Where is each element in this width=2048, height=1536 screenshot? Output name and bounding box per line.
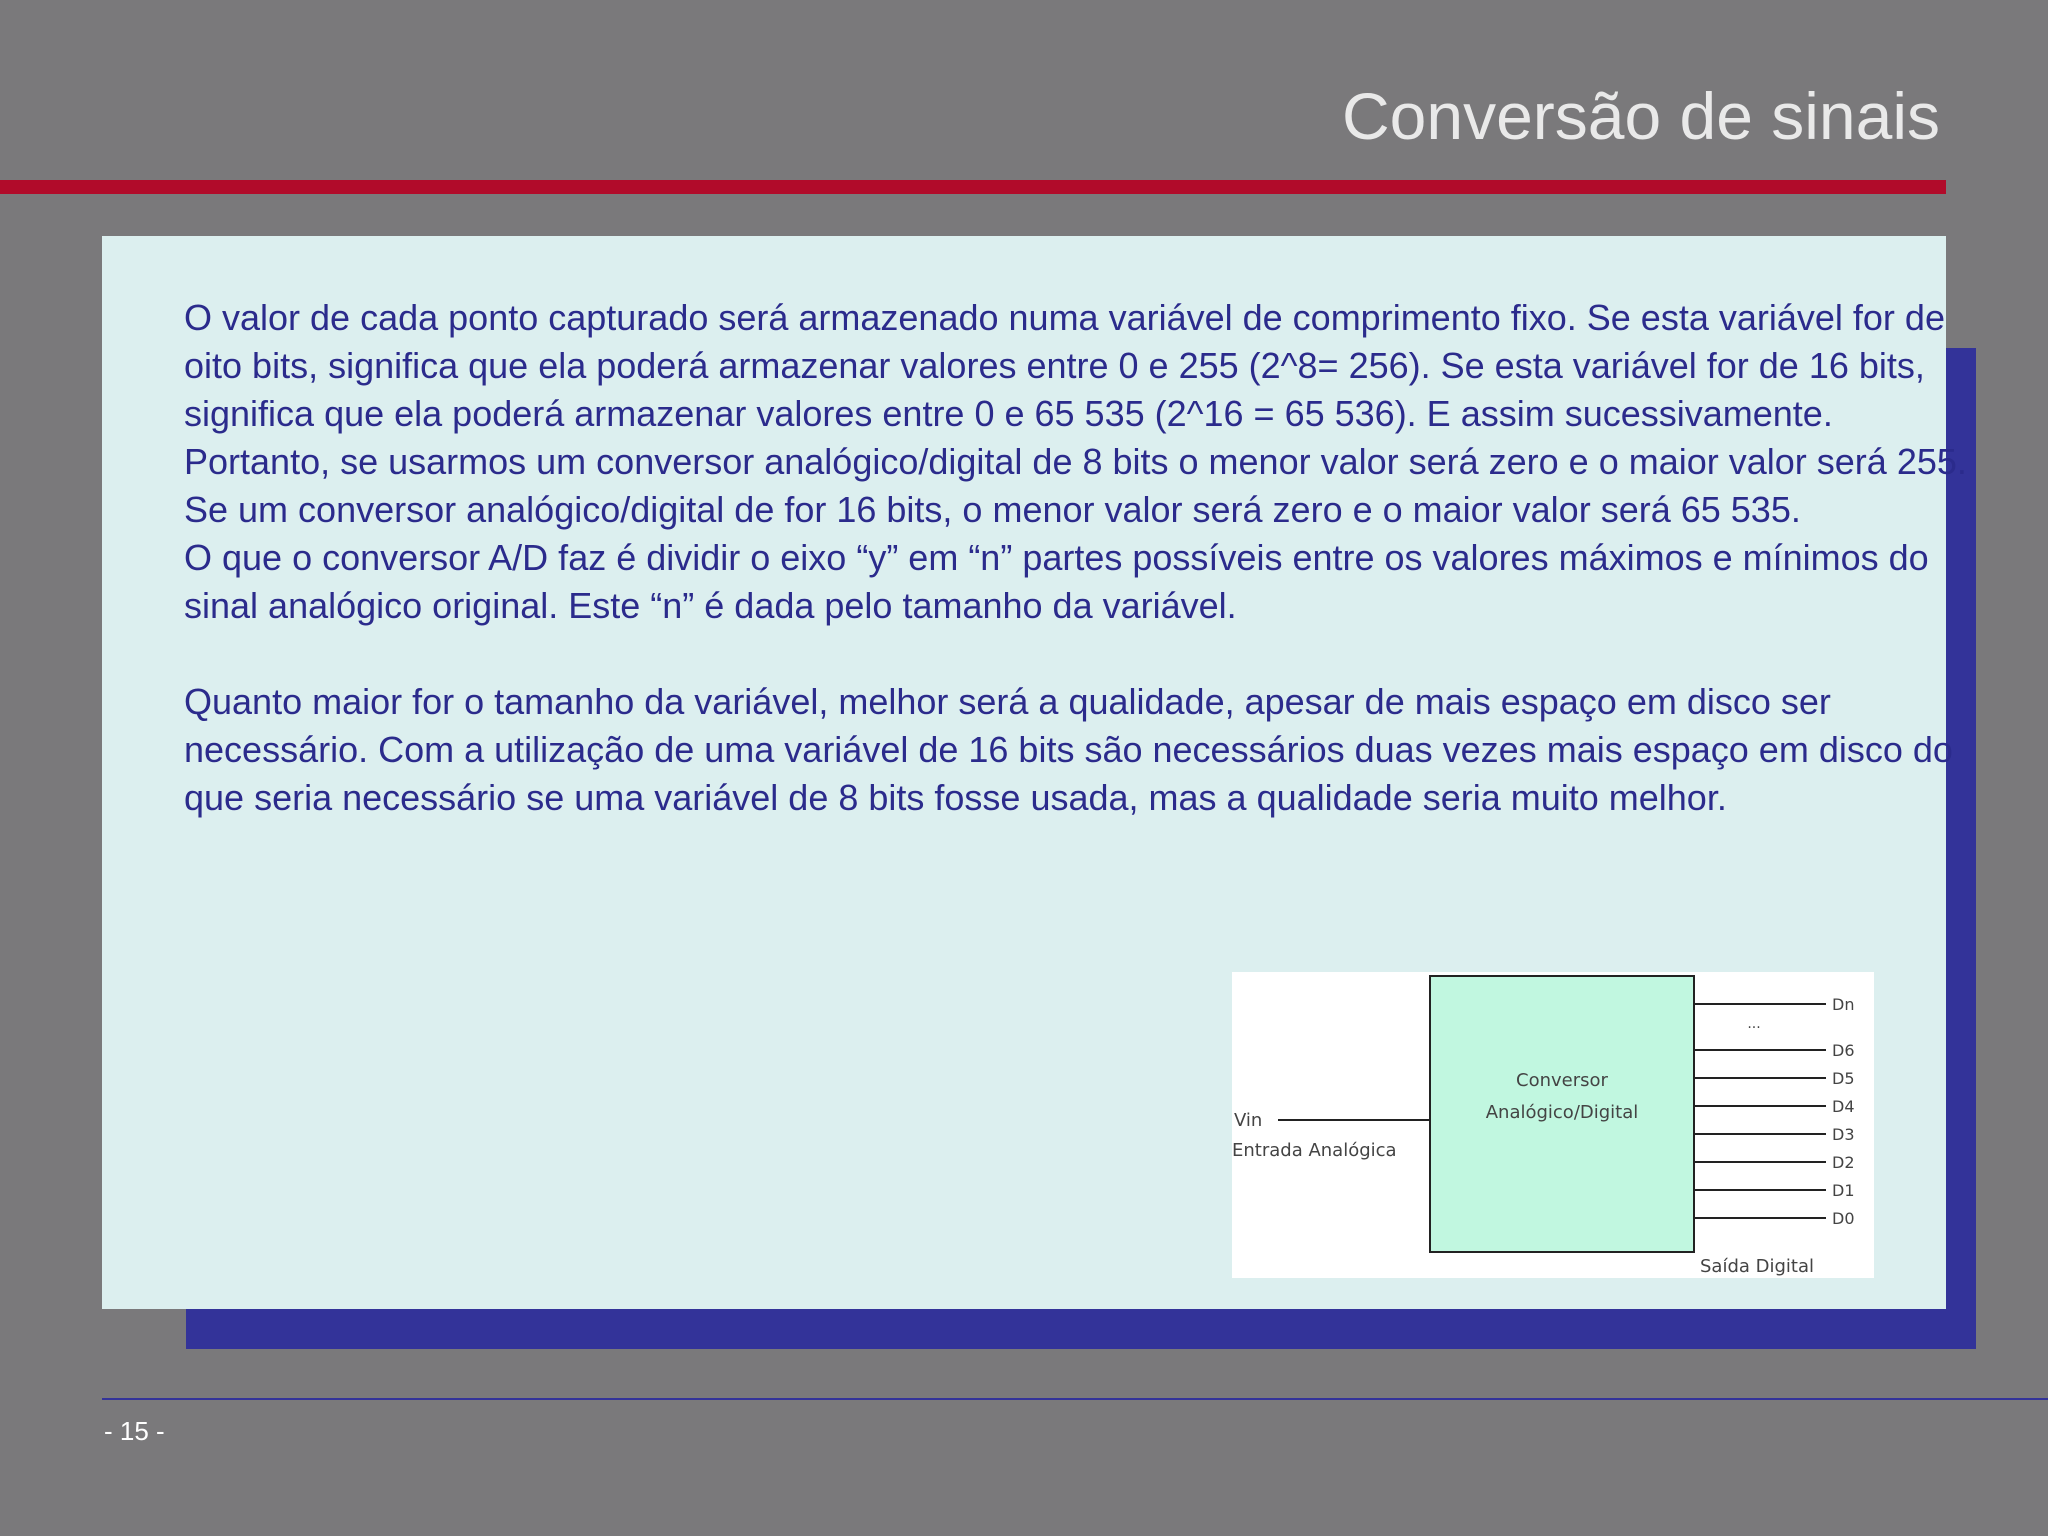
paragraph-ad-division: O que o conversor A/D faz é dividir o eixo “y” em “n” partes possíveis entre os valores máximos e mínimos do sinal analógico original. Este “n” é dada pelo tamanho da variável. — [184, 537, 1929, 626]
content-panel — [102, 236, 1967, 1309]
body-text — [184, 294, 1984, 822]
paragraph-range: Portanto, se usarmos um conversor analógico/digital de 8 bits o menor valor será zero e o maior valor será 255. Se um conversor analógico/digital de for 16 bits, o menor valor será zero e o maior valor será 65 535. — [184, 441, 1967, 530]
footer-rule — [102, 1398, 2048, 1400]
input-label-vin: Vin — [1234, 1110, 1263, 1131]
ad-converter-diagram — [1232, 972, 1874, 1278]
title-rule — [0, 180, 1946, 194]
output-label-d5: D5 — [1832, 1069, 1855, 1088]
outputs-ellipsis: ... — [1747, 1016, 1761, 1032]
output-caption: Saída Digital — [1700, 1256, 1815, 1277]
output-label-d4: D4 — [1832, 1097, 1855, 1116]
paragraph-gap — [184, 630, 1984, 678]
ad-converter-svg — [1232, 972, 1874, 1278]
output-label-d0: D0 — [1832, 1209, 1855, 1228]
output-label-dn: Dn — [1832, 995, 1855, 1014]
page-number: - 15 - — [104, 1416, 165, 1446]
input-caption: Entrada Analógica — [1232, 1140, 1397, 1161]
converter-label-1: Conversor — [1516, 1070, 1608, 1091]
paragraph-bits: O valor de cada ponto capturado será armazenado numa variável de comprimento fixo. Se esta variável for de oito bits, significa que ela poderá armazenar valores entre 0 e 255 (2^8= 256). Se esta variável for de 16 bits, significa que ela poderá armazenar valores entre 0 e 65 535 (2^16 = 65 536). E assim sucessivamente. — [184, 297, 1945, 434]
output-label-d6: D6 — [1832, 1041, 1855, 1060]
output-label-d1: D1 — [1832, 1181, 1855, 1200]
paragraph-quality: Quanto maior for o tamanho da variável, melhor será a qualidade, apesar de mais espaço em disco ser necessário. Com a utilização de uma variável de 16 bits são necessários duas vezes mais espaço em disco do que seria necessário se uma variável de 8 bits fosse usada, mas a qualidade seria muito melhor. — [184, 681, 1953, 818]
converter-label-2: Analógico/Digital — [1485, 1102, 1639, 1123]
output-label-d3: D3 — [1832, 1125, 1855, 1144]
slide-title: Conversão de sinais — [1342, 79, 1940, 153]
output-label-d2: D2 — [1832, 1153, 1855, 1172]
